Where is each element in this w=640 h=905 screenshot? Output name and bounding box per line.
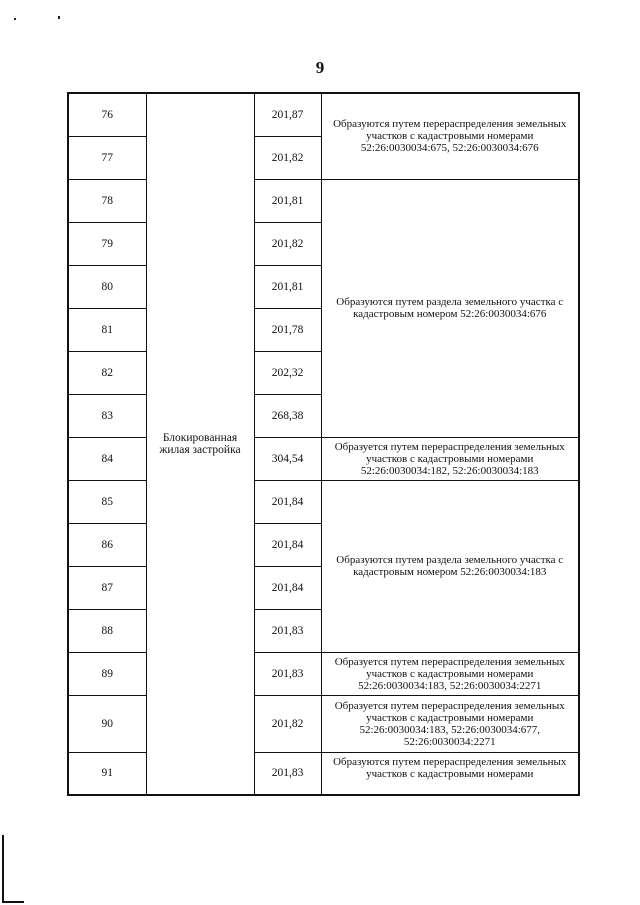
table-row [68, 437, 579, 480]
plot-number: 78 [68, 179, 146, 222]
scan-dot-mark [14, 18, 16, 20]
formation-note: Образуется путем перераспределения земельных участков с кадастровыми номерами 52:26:0030034:183, 52:26:0030034:677, 52:26:0030034:2271 [321, 695, 579, 752]
plot-number: 80 [68, 265, 146, 308]
plot-number: 88 [68, 609, 146, 652]
formation-note: Образуется путем перераспределения земельных участков с кадастровыми номерами 52:26:0030034:183, 52:26:0030034:2271 [321, 652, 579, 695]
table-row [68, 695, 579, 752]
plot-area: 201,87 [254, 93, 321, 136]
plot-number: 87 [68, 566, 146, 609]
formation-note: Образуются путем раздела земельного участка с кадастровым номером 52:26:0030034:183 [321, 480, 579, 652]
plot-area: 201,82 [254, 136, 321, 179]
plot-number: 91 [68, 752, 146, 795]
scan-dot-mark [58, 16, 60, 19]
plot-number: 85 [68, 480, 146, 523]
plot-number: 84 [68, 437, 146, 480]
plot-area: 201,84 [254, 480, 321, 523]
scan-edge-line [2, 835, 4, 903]
plot-number: 90 [68, 695, 146, 752]
plot-area: 201,83 [254, 752, 321, 795]
plot-number: 86 [68, 523, 146, 566]
plot-number: 79 [68, 222, 146, 265]
plot-area: 201,81 [254, 179, 321, 222]
plot-area: 201,83 [254, 652, 321, 695]
table-row [68, 652, 579, 695]
plot-area: 268,38 [254, 394, 321, 437]
formation-note: Образуются путем раздела земельного участка с кадастровым номером 52:26:0030034:676 [321, 179, 579, 437]
plot-number: 77 [68, 136, 146, 179]
plot-number: 81 [68, 308, 146, 351]
table-row [68, 752, 579, 795]
land-plots-table [67, 92, 580, 796]
formation-note: Образуются путем перераспределения земельных участков с кадастровыми номерами 52:26:0030034:675, 52:26:0030034:676 [321, 93, 579, 179]
table-row [68, 93, 579, 136]
formation-note: Образуются путем перераспределения земельных участков с кадастровыми номерами [321, 752, 579, 795]
scan-edge-line [2, 901, 24, 903]
plot-number: 89 [68, 652, 146, 695]
table-row [68, 179, 579, 222]
plot-area: 201,78 [254, 308, 321, 351]
plot-number: 82 [68, 351, 146, 394]
plot-area: 201,82 [254, 222, 321, 265]
plot-number: 83 [68, 394, 146, 437]
plot-area: 201,84 [254, 523, 321, 566]
table-row [68, 480, 579, 523]
plot-area: 202,32 [254, 351, 321, 394]
plot-area: 201,82 [254, 695, 321, 752]
formation-note: Образуется путем перераспределения земельных участков с кадастровыми номерами 52:26:0030034:182, 52:26:0030034:183 [321, 437, 579, 480]
plot-area: 201,83 [254, 609, 321, 652]
page-number: 9 [315, 58, 325, 77]
plot-area: 201,81 [254, 265, 321, 308]
plot-number: 76 [68, 93, 146, 136]
plot-area: 201,84 [254, 566, 321, 609]
permitted-use-cell: Блокированная жилая застройка [146, 93, 254, 795]
plot-area: 304,54 [254, 437, 321, 480]
